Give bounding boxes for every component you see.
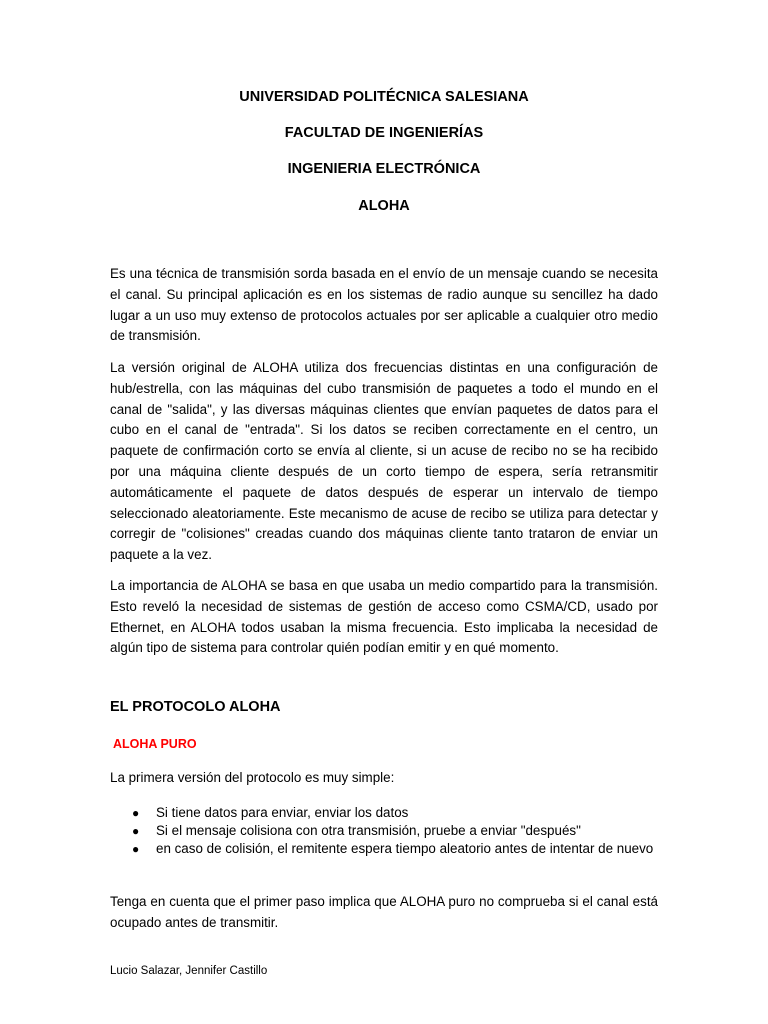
list-item-text: Si el mensaje colisiona con otra transmisión, pruebe a enviar "después" [156,823,581,838]
bullet-icon: ● [132,824,140,838]
list-item [110,822,658,840]
protocol-intro: La primera versión del protocolo es muy simple: [110,770,395,785]
faculty-title: FACULTAD DE INGENIERÍAS [284,125,484,141]
paragraph-original-version: La versión original de ALOHA utiliza dos frecuencias distintas en una configuración de hub/estrella, con las máquinas del cubo transmisión de paquetes a todo el mundo en el canal de "salida", y las diversas máquinas clientes que envían paquetes de datos para el cubo en el canal de "entrada". Si los datos se reciben correctamente en el centro, un paquete de confirmación corto se envía al cliente, si un acuse de recibo no se ha recibido por una máquina cliente después de un corto tiempo de espera, sería retransmitir automáticamente el paquete de datos después de esperar un intervalo de tiempo seleccionado aleatoriamente. Este mecanismo de acuse de recibo se utiliza para detectar y corregir de "colisiones" creadas cuando dos máquinas cliente tanto trataron de enviar un paquete a la vez. [110,360,658,563]
bullet-icon: ● [132,806,140,820]
section-heading: EL PROTOCOLO ALOHA [110,699,281,715]
program-title: INGENIERIA ELECTRÓNICA [287,161,481,177]
list-item-text: Si tiene datos para enviar, enviar los datos [156,805,409,820]
closing-paragraph: Tenga en cuenta que el primer paso implica que ALOHA puro no comprueba si el canal está ocupado antes de transmitir. [110,894,658,930]
subsection-heading: ALOHA PURO [113,737,197,751]
list-item [110,840,658,858]
protocol-steps-list [110,804,658,858]
university-title: UNIVERSIDAD POLITÉCNICA SALESIANA [239,89,529,105]
topic-title: ALOHA [358,198,410,214]
paragraph-intro: Es una técnica de transmisión sorda basada en el envío de un mensaje cuando se necesita el canal. Su principal aplicación es en los sistemas de radio aunque su sencillez ha dado lugar a un uso muy extenso de protocolos actuales por ser aplicable a cualquier otro medio de transmisión. [110,266,658,344]
footer-authors: Lucio Salazar, Jennifer Castillo [110,965,268,977]
list-item [110,804,658,822]
list-item-text: en caso de colisión, el remitente espera tiempo aleatorio antes de intentar de nuevo [156,841,654,856]
bullet-icon: ● [132,842,140,856]
paragraph-importance: La importancia de ALOHA se basa en que usaba un medio compartido para la transmisión. Esto reveló la necesidad de sistemas de gestión de acceso como CSMA/CD, usado por Ethernet, en ALOHA todos usaban la misma frecuencia. Esto implicaba la necesidad de algún tipo de sistema para controlar quién podían emitir y en qué momento. [110,578,658,656]
